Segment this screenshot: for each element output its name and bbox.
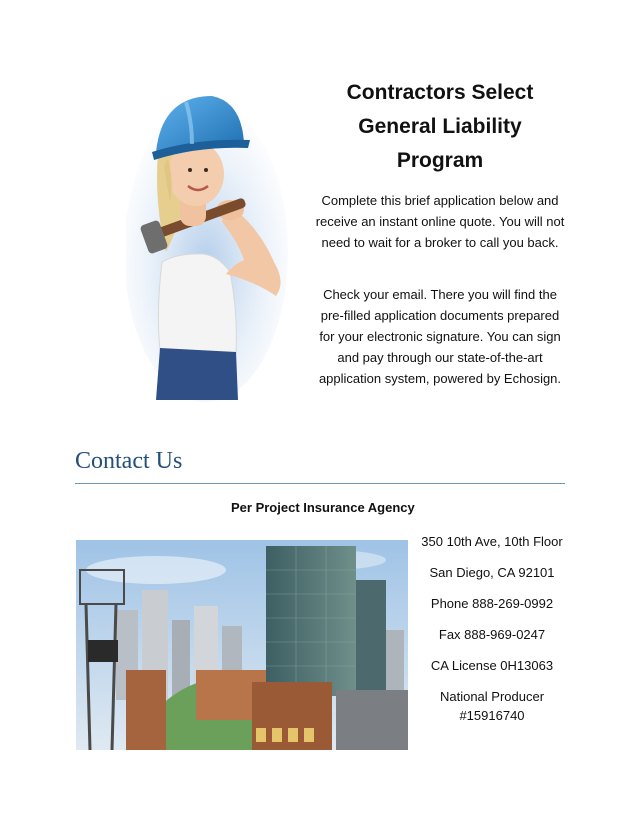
hero-title-line: General Liability — [358, 115, 522, 138]
contact-details — [408, 532, 576, 737]
intro-paragraph: Complete this brief application below and receive an instant online quote. You will not need to wait for a broker to call you back. — [315, 193, 565, 250]
phone-number: Phone 888-269-0992 — [430, 596, 554, 611]
hero-title-line: Program — [396, 149, 484, 172]
license-number: CA License 0H13063 — [430, 658, 554, 673]
email-paragraph: Check your email. There you will find the pre-filled application documents prepared for your electronic signature. You can sign and pay through our state-of-the-art application system, powered by Echosign. — [318, 287, 562, 386]
producer-number: National Producer #15916740 — [439, 689, 545, 723]
worker-photo — [126, 82, 290, 404]
hero-title-line: Contractors Select — [346, 81, 534, 104]
city-photo — [76, 540, 408, 750]
heading-divider — [75, 483, 565, 484]
agency-name: Per Project Insurance Agency — [231, 500, 415, 515]
fax-number: Fax 888-969-0247 — [438, 627, 546, 642]
address-line-2: San Diego, CA 92101 — [429, 565, 555, 580]
contact-heading: Contact Us — [75, 448, 183, 474]
hero-title — [316, 76, 564, 178]
address-line-1: 350 10th Ave, 10th Floor — [421, 534, 563, 549]
